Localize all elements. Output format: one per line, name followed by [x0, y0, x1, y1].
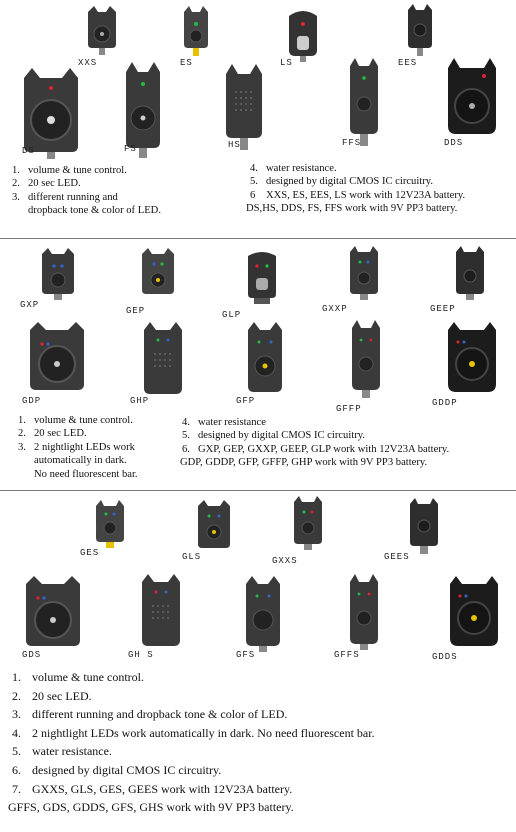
feature-item: 6. GXP, GEP, GXXP, GEEP, GLP work with 12V23A battery. [182, 443, 450, 455]
feature-item: 2. 20 sec LED. [18, 428, 87, 440]
model-label: GFS [236, 650, 256, 660]
feature-item: No need fluorescent bar. [34, 468, 138, 480]
model-label: GEP [126, 306, 146, 316]
alarm-geep-image [452, 244, 488, 302]
feature-item: dropback tone & color of LED. [28, 205, 161, 217]
alarm-gls-image [194, 498, 234, 554]
model-label: GXP [20, 300, 40, 310]
model-label: GEES [384, 552, 410, 562]
feature-item: 5. designed by digital CMOS IC circuitry. [182, 430, 366, 442]
alarm-ghp-image [140, 320, 186, 398]
alarm-es-image [180, 4, 212, 60]
model-label: DDS [444, 138, 464, 148]
alarm-gds-image [22, 574, 84, 650]
feature-item: 4. 2 nightlight LEDs work automatically in dark. No need fluorescent bar. [12, 725, 375, 740]
model-label: FS [124, 144, 137, 154]
model-label: GLS [182, 552, 202, 562]
feature-item: GFFS, GDS, GDDS, GFS, GHS work with 9V PP3 battery. [8, 800, 294, 815]
model-label: GFP [236, 396, 256, 406]
alarm-gddp-image [444, 320, 500, 396]
feature-item: 7. GXXS, GLS, GES, GEES work with 12V23A battery. [12, 781, 293, 796]
alarm-glp-image [244, 248, 280, 310]
model-label: EES [398, 58, 418, 68]
model-label: GXXP [322, 304, 348, 314]
model-label: LS [280, 58, 293, 68]
feature-list-right [182, 416, 516, 470]
model-label: GDS [22, 650, 42, 660]
model-label: FFS [342, 138, 362, 148]
alarm-gfp-image [244, 320, 286, 396]
feature-item: automatically in dark. [34, 455, 127, 467]
section-divider [0, 490, 516, 491]
feature-item: 1. volume & tune control. [18, 415, 133, 426]
model-label: GFFS [334, 650, 360, 660]
alarm-ges-image [92, 498, 128, 550]
feature-list-left [12, 164, 232, 218]
model-label: XXS [78, 58, 98, 68]
feature-item: 1. volume & tune control. [12, 165, 127, 176]
alarm-dds-image [444, 56, 500, 144]
model-label: GDDS [432, 652, 458, 662]
alarm-ffs-image [346, 56, 382, 148]
model-label: HS [228, 140, 241, 150]
model-label: GH S [128, 650, 154, 660]
alarm-gffs-image [346, 572, 382, 652]
alarm-gffp-image [348, 318, 384, 400]
feature-list [8, 668, 512, 817]
alarm-xxs-image [82, 4, 122, 56]
feature-item: 3. different running and dropback tone & color of LED. [12, 707, 288, 722]
alarm-gxp-image [38, 246, 78, 302]
alarm-gep-image [138, 246, 178, 302]
model-label: GEEP [430, 304, 456, 314]
feature-item: 3. different running and [12, 191, 118, 203]
alarm-ls-image [283, 6, 323, 64]
model-label: GDP [22, 396, 42, 406]
feature-item: 1. volume & tune control. [12, 670, 144, 684]
alarm-gdp-image [26, 320, 88, 394]
model-label: DS [22, 146, 35, 156]
model-label: GXXS [272, 556, 298, 566]
model-label: GLP [222, 310, 242, 320]
feature-item: 4. water resistance [182, 417, 266, 428]
feature-item: DS,HS, DDS, FS, FFS work with 9V PP3 battery. [246, 203, 458, 215]
alarm-gfs-image [242, 574, 284, 654]
alarm-ees-image [404, 2, 436, 58]
feature-item: 2. 20 sec LED. [12, 178, 81, 190]
feature-item: GDP, GDDP, GFP, GFFP, GHP work with 9V PP3 battery. [180, 457, 428, 469]
model-label: GDDP [432, 398, 458, 408]
feature-item: 5. designed by digital CMOS IC circuitry. [250, 176, 434, 188]
feature-item: 5. water resistance. [12, 744, 112, 759]
alarm-ghs-image [138, 572, 184, 652]
feature-item: 4. water resistance. [250, 163, 337, 174]
alarm-gdds-image [446, 574, 502, 650]
feature-item: 3. 2 nightlight LEDs work [18, 441, 135, 453]
feature-list-right [246, 162, 515, 216]
feature-item: 6 XXS, ES, EES, LS work with 12V23A battery. [250, 189, 466, 201]
feature-item: 2. 20 sec LED. [12, 688, 92, 703]
alarm-gees-image [406, 496, 442, 556]
model-label: ES [180, 58, 193, 68]
model-label: GHP [130, 396, 150, 406]
alarm-gxxp-image [346, 244, 382, 302]
alarm-gxxs-image [290, 494, 326, 552]
feature-item: 6. designed by digital CMOS IC circuitry. [12, 762, 222, 777]
model-label: GES [80, 548, 100, 558]
feature-list-left [18, 414, 178, 481]
model-label: GFFP [336, 404, 362, 414]
section-divider [0, 238, 516, 239]
